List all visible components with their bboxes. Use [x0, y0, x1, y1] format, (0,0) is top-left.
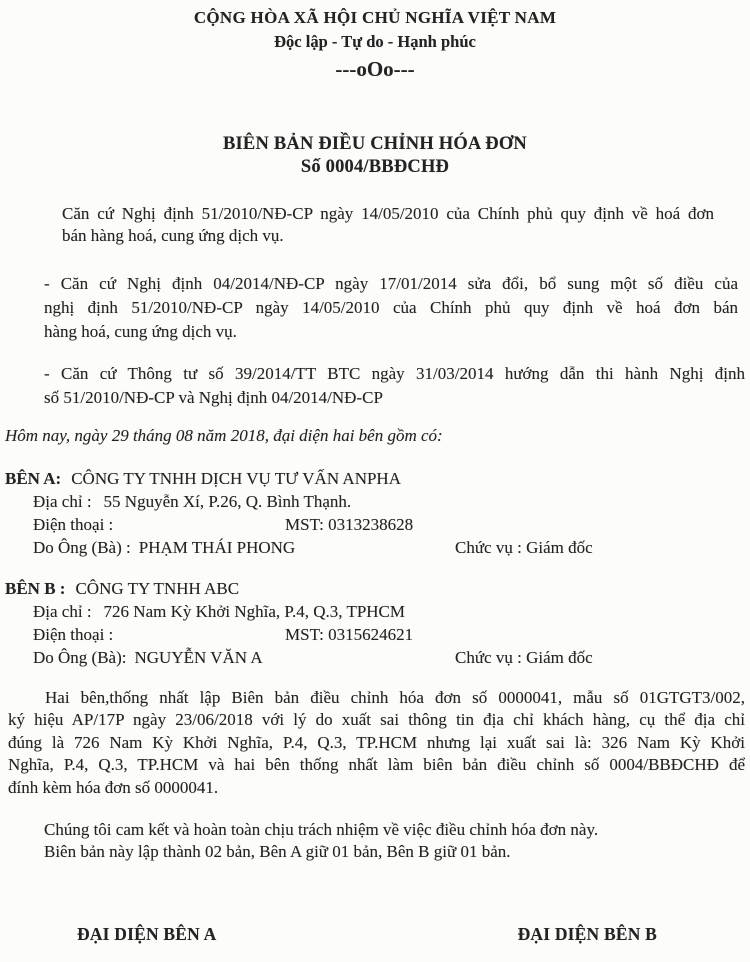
- signature-row: [77, 924, 657, 944]
- paragraph-line: hàng hoá, cung ứng dịch vụ.: [44, 322, 237, 341]
- document-number: Số 0004/BBĐCHĐ: [300, 157, 450, 177]
- party-b-tax-code: MST: 0315624621: [285, 625, 414, 644]
- party-a-address-line: [5, 490, 750, 513]
- paragraph-line: số 51/2010/NĐ-CP và Nghị định 04/2014/NĐ-CP: [44, 388, 383, 407]
- party-b-representative-name: NGUYỄN VĂN A: [134, 648, 263, 667]
- party-b-label: BÊN B :: [5, 579, 66, 598]
- party-b-representative-line: [5, 646, 750, 669]
- paragraph-line: đính kèm hóa đơn số 0000041.: [8, 777, 219, 797]
- paragraph-line: bán hàng hoá, cung ứng dịch vụ.: [62, 225, 284, 245]
- representative-label: Do Ông (Bà):: [33, 648, 127, 667]
- commitment-line: Chúng tôi cam kết và hoàn toàn chịu trách nhiệm về việc điều chỉnh hóa đơn này.: [44, 820, 599, 840]
- party-a-company-name: CÔNG TY TNHH DỊCH VỤ TƯ VẤN ANPHA: [71, 469, 401, 488]
- document-title: BIÊN BẢN ĐIỀU CHỈNH HÓA ĐƠN: [222, 134, 527, 154]
- national-motto: Độc lập - Tự do - Hạnh phúc: [274, 32, 476, 51]
- party-a-header: [5, 467, 750, 490]
- paragraph-line: - Căn cứ Thông tư số 39/2014/TT BTC ngày 31/03/2014 hướng dẫn thi hành Nghị định: [44, 364, 745, 383]
- party-a-representative-line: [5, 536, 750, 559]
- document-title-block: [0, 133, 750, 179]
- legal-basis-paragraph-1: [62, 203, 714, 246]
- party-a-tax-code: MST: 0313238628: [285, 515, 414, 534]
- legal-basis-paragraph-3: [44, 362, 745, 410]
- phone-label: Điện thoại :: [33, 515, 114, 534]
- paragraph-line: nghị định 51/2010/NĐ-CP ngày 14/05/2010 của Chính phủ quy định về hoá đơn bán: [44, 298, 738, 317]
- party-b-position: Chức vụ : Giám đốc: [455, 648, 593, 667]
- address-label: Địa chỉ :: [33, 602, 92, 621]
- party-a-signature-title: ĐẠI DIỆN BÊN A: [77, 924, 217, 945]
- party-b-signature-title: ĐẠI DIỆN BÊN B: [517, 924, 657, 945]
- paragraph-line: Nghĩa, P.4, Q.3, TP.HCM và hai bên thống nhất làm biên bản điều chỉnh số 0004/BBĐCHĐ để: [8, 755, 745, 775]
- party-b-block: [5, 577, 750, 669]
- copies-line: Biên bản này lập thành 02 bản, Bên A giữ 01 bản, Bên B giữ 01 bản.: [44, 842, 511, 862]
- party-b-address-value: 726 Nam Kỳ Khởi Nghĩa, P.4, Q.3, TPHCM: [103, 602, 406, 621]
- party-b-phone-line: [5, 623, 750, 646]
- national-header: [0, 7, 750, 81]
- representative-label: Do Ông (Bà) :: [33, 538, 131, 557]
- party-b-company-name: CÔNG TY TNHH ABC: [75, 579, 240, 598]
- header-separator: ---oOo---: [335, 57, 415, 81]
- paragraph-line: ký hiệu AP/17P ngày 23/06/2018 với lý do xuất sai thông tin địa chỉ khách hàng, cụ thể địa chỉ: [8, 710, 745, 730]
- address-label: Địa chỉ :: [33, 492, 92, 511]
- party-a-representative-name: PHẠM THÁI PHONG: [138, 538, 296, 557]
- party-a-address-value: 55 Nguyễn Xí, P.26, Q. Bình Thạnh.: [103, 492, 352, 511]
- paragraph-line: - Căn cứ Nghị định 04/2014/NĐ-CP ngày 17/01/2014 sửa đổi, bổ sung một số điều của: [44, 274, 738, 293]
- commitment-paragraph: [44, 819, 750, 863]
- national-title: CỘNG HÒA XÃ HỘI CHỦ NGHĨA VIỆT NAM: [193, 8, 557, 27]
- paragraph-line: Căn cứ Nghị định 51/2010/NĐ-CP ngày 14/05/2010 của Chính phủ quy định về hoá đơn: [62, 204, 714, 223]
- legal-basis-paragraph-2: [44, 272, 738, 344]
- party-a-label: BÊN A:: [5, 469, 62, 488]
- date-representatives-line: Hôm nay, ngày 29 tháng 08 năm 2018, đại diện hai bên gồm có:: [5, 426, 443, 445]
- party-b-header: [5, 577, 750, 600]
- phone-label: Điện thoại :: [33, 625, 114, 644]
- party-a-phone-line: [5, 513, 750, 536]
- party-a-block: [5, 467, 750, 559]
- party-b-address-line: [5, 600, 750, 623]
- paragraph-line: Hai bên,thống nhất lập Biên bản điều chỉnh hóa đơn số 0000041, mẫu số 01GTGT3/002,: [45, 688, 745, 707]
- paragraph-line: đúng là 726 Nam Kỳ Khởi Nghĩa, P.4, Q.3, TP.HCM nhưng lại xuất sai là: 326 Nam Kỳ Khởi: [8, 732, 745, 752]
- adjustment-body-paragraph: [8, 687, 745, 799]
- party-a-position: Chức vụ : Giám đốc: [455, 538, 593, 557]
